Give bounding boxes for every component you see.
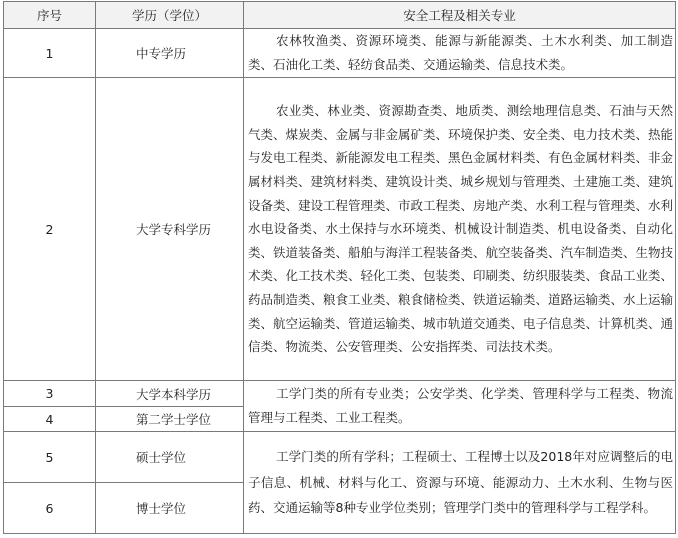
table-row [4, 381, 676, 407]
degree-cell: 博士学位 [96, 483, 244, 534]
row-number: 1 [4, 29, 96, 78]
major-cell: 工学门类的所有专业类；公安学类、化学类、管理科学与工程类、物流管理与工程类、工业工程类。 [244, 381, 676, 432]
major-cell: 农业类、林业类、资源勘查类、地质类、测绘地理信息类、石油与天然气类、煤炭类、金属与非金属矿类、环境保护类、安全类、电力技术类、热能与发电工程类、新能源发电工程类、黑色金属材料类、有色金属材料类、非金属材料类、建筑材料类、建筑设计类、城乡规划与管理类、土建施工类、建筑设备类、建设工程管理类、市政工程类、房地产类、水利工程与管理类、水利水电设备类、水土保持与水环境类、机械设计制造类、机电设备类、自动化类、铁道装备类、船舶与海洋工程装备类、航空装备类、汽车制造类、生物技术类、化工技术类、轻化工类、包装类、印刷类、纺织服装类、食品工业类、药品制造类、粮食工业类、粮食储检类、铁道运输类、道路运输类、水上运输类、航空运输类、管道运输类、城市轨道交通类、电子信息类、计算机类、通信类、物流类、公安管理类、公安指挥类、司法技术类。 [244, 78, 676, 381]
row-number: 6 [4, 483, 96, 534]
header-no: 序号 [4, 2, 96, 29]
major-cell: 农林牧渔类、资源环境类、能源与新能源类、土木水利类、加工制造类、石油化工类、轻纺食品类、交通运输类、信息技术类。 [244, 29, 676, 78]
header-degree: 学历（学位） [96, 2, 244, 29]
row-number: 5 [4, 432, 96, 483]
degree-cell: 硕士学位 [96, 432, 244, 483]
degree-cell: 第二学士学位 [96, 407, 244, 432]
degree-cell: 大学本科学历 [96, 381, 244, 407]
major-cell: 工学门类的所有学科；工程硕士、工程博士以及2018年对应调整后的电子信息、机械、材料与化工、资源与环境、能源动力、土木水利、生物与医药、交通运输等8种专业学位类别；管理学门类中的管理科学与工程学科。 [244, 432, 676, 534]
table-row [4, 432, 676, 483]
row-number: 4 [4, 407, 96, 432]
table-row [4, 78, 676, 381]
row-number: 2 [4, 78, 96, 381]
table-row [4, 29, 676, 78]
degree-cell: 中专学历 [96, 29, 244, 78]
degree-cell: 大学专科学历 [96, 78, 244, 381]
header-row [4, 2, 676, 29]
row-number: 3 [4, 381, 96, 407]
major-table [3, 1, 676, 534]
header-major: 安全工程及相关专业 [244, 2, 676, 29]
